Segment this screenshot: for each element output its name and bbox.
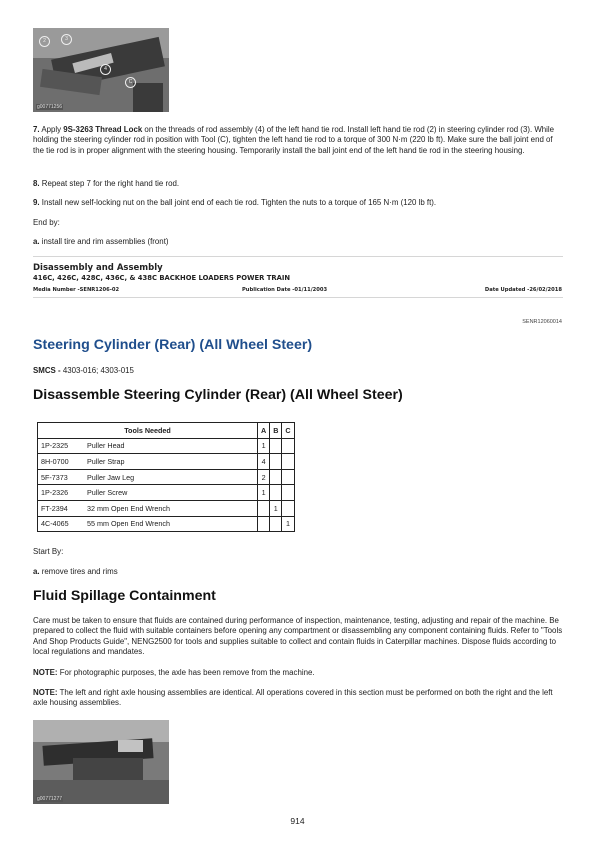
qty-b: 1 <box>270 500 282 516</box>
callout-4: 4 <box>100 64 111 75</box>
qty-c <box>282 438 294 454</box>
table-row <box>38 516 295 532</box>
step-number: 8. <box>33 179 40 188</box>
step-text: Install new self-locking nut on the ball joint end of each tie rod. Tighten the nuts to a torque of 165 N·m (120 lb ft). <box>39 198 437 207</box>
document-id: SENR12060014 <box>522 319 562 325</box>
table-header-row <box>38 423 295 439</box>
smcs-label: SMCS - <box>33 366 63 375</box>
fluid-spillage-title: Fluid Spillage Containment <box>33 588 216 604</box>
divider <box>33 297 563 298</box>
column-c-header: C <box>282 423 294 439</box>
step-7 <box>33 125 563 156</box>
step-text: Apply <box>39 125 64 134</box>
publication-date: Publication Date -01/11/2003 <box>242 287 328 293</box>
tool-description: 55 mm Open End Wrench <box>84 516 258 532</box>
end-by-item <box>33 237 563 247</box>
table-row <box>38 438 295 454</box>
start-by-label: Start By: <box>33 547 64 556</box>
qty-b <box>270 485 282 501</box>
tool-description: Puller Screw <box>84 485 258 501</box>
note-identical <box>33 688 563 709</box>
tool-description: 32 mm Open End Wrench <box>84 500 258 516</box>
qty-a <box>258 500 270 516</box>
column-b-header: B <box>270 423 282 439</box>
note-text: For photographic purposes, the axle has been remove from the machine. <box>57 668 315 677</box>
part-number: 1P-2325 <box>38 438 85 454</box>
callout-2: 2 <box>39 36 50 47</box>
step-9 <box>33 198 563 208</box>
qty-a: 4 <box>258 454 270 470</box>
image-id: g00771256 <box>37 104 63 110</box>
image-id: g00771277 <box>37 796 63 802</box>
note-text: The left and right axle housing assemblies are identical. All operations covered in this section must be performed on both the right and the left axle housing assemblies. <box>33 688 553 708</box>
tool-description: Puller Jaw Leg <box>84 469 258 485</box>
step-number: 7. <box>33 125 40 134</box>
qty-c: 1 <box>282 516 294 532</box>
smcs-codes: 4303-016; 4303-015 <box>62 366 134 375</box>
divider <box>33 256 563 257</box>
column-a-header: A <box>258 423 270 439</box>
table-row <box>38 500 295 516</box>
qty-a: 1 <box>258 485 270 501</box>
note-label: NOTE: <box>33 668 58 677</box>
start-by-item <box>33 567 563 577</box>
qty-b <box>270 469 282 485</box>
qty-a: 2 <box>258 469 270 485</box>
qty-b <box>270 454 282 470</box>
end-by-label: End by: <box>33 218 60 227</box>
part-number: 5F-7373 <box>38 469 85 485</box>
part-number: 9S-3263 Thread Lock <box>63 125 143 134</box>
note-photographic <box>33 668 563 678</box>
part-number: 8H-0700 <box>38 454 85 470</box>
page-number: 914 <box>290 816 305 826</box>
table-row <box>38 469 295 485</box>
manual-title: Disassembly and Assembly <box>33 263 163 273</box>
axle-housing-photo <box>33 720 169 804</box>
tool-description: Puller Head <box>84 438 258 454</box>
table-row <box>38 454 295 470</box>
item-text: remove tires and rims <box>39 567 118 576</box>
step-text: on the threads of rod assembly (4) of the left hand tie rod. Install left hand tie rod (2) in steering cylinder rod (3). While holding the steering cylinder rod in position with Tool (C), tighten the left hand tie rod to a torque of 300 N·m (220 lb ft). Make sure the ball joint end of the tie rod is in proper alignment with the steering housing. Temporarily install the ball joint end of the left hand tie rod in the steering housing. <box>33 125 555 155</box>
qty-a: 1 <box>258 438 270 454</box>
part-number: 4C-4065 <box>38 516 85 532</box>
procedure-title: Disassemble Steering Cylinder (Rear) (All Wheel Steer) <box>33 387 403 403</box>
qty-c <box>282 469 294 485</box>
callout-c: C <box>125 77 136 88</box>
note-label: NOTE: <box>33 688 58 697</box>
qty-c <box>282 454 294 470</box>
tools-needed-table <box>37 422 295 532</box>
manual-subtitle: 416C, 426C, 428C, 436C, & 438C BACKHOE LOADERS POWER TRAIN <box>33 274 291 282</box>
qty-b <box>270 516 282 532</box>
media-number: Media Number -SENR1206-02 <box>33 287 120 293</box>
item-text: install tire and rim assemblies (front) <box>39 237 169 246</box>
qty-a <box>258 516 270 532</box>
tool-description: Puller Strap <box>84 454 258 470</box>
table-row <box>38 485 295 501</box>
step-number: 9. <box>33 198 40 207</box>
part-number: 1P-2326 <box>38 485 85 501</box>
smcs-line <box>33 366 563 376</box>
step-text: Repeat step 7 for the right hand tie rod. <box>39 179 180 188</box>
qty-c <box>282 500 294 516</box>
item-letter: a. <box>33 237 40 246</box>
qty-b <box>270 438 282 454</box>
date-updated: Date Updated -26/02/2018 <box>484 287 562 293</box>
tools-needed-header: Tools Needed <box>38 423 258 439</box>
item-letter: a. <box>33 567 40 576</box>
tie-rod-photo <box>33 28 169 112</box>
section-title: Steering Cylinder (Rear) (All Wheel Steer) <box>33 337 313 353</box>
part-number: FT-2394 <box>38 500 85 516</box>
step-8 <box>33 179 563 189</box>
callout-3: 3 <box>61 34 72 45</box>
qty-c <box>282 485 294 501</box>
fluid-spillage-text: Care must be taken to ensure that fluids are contained during performance of inspection, maintenance, testing, adjusting and repair of the machine. Be prepared to collect the fluid with suitable containers before opening any compartment or disassembling any component containing fluids. Refer to "Tools And Shop Products Guide", NENG2500 for tools and supplies suitable to collect and contain fluids in Caterpillar machines. Dispose fluids according to local regulations and mandates. <box>33 616 563 657</box>
